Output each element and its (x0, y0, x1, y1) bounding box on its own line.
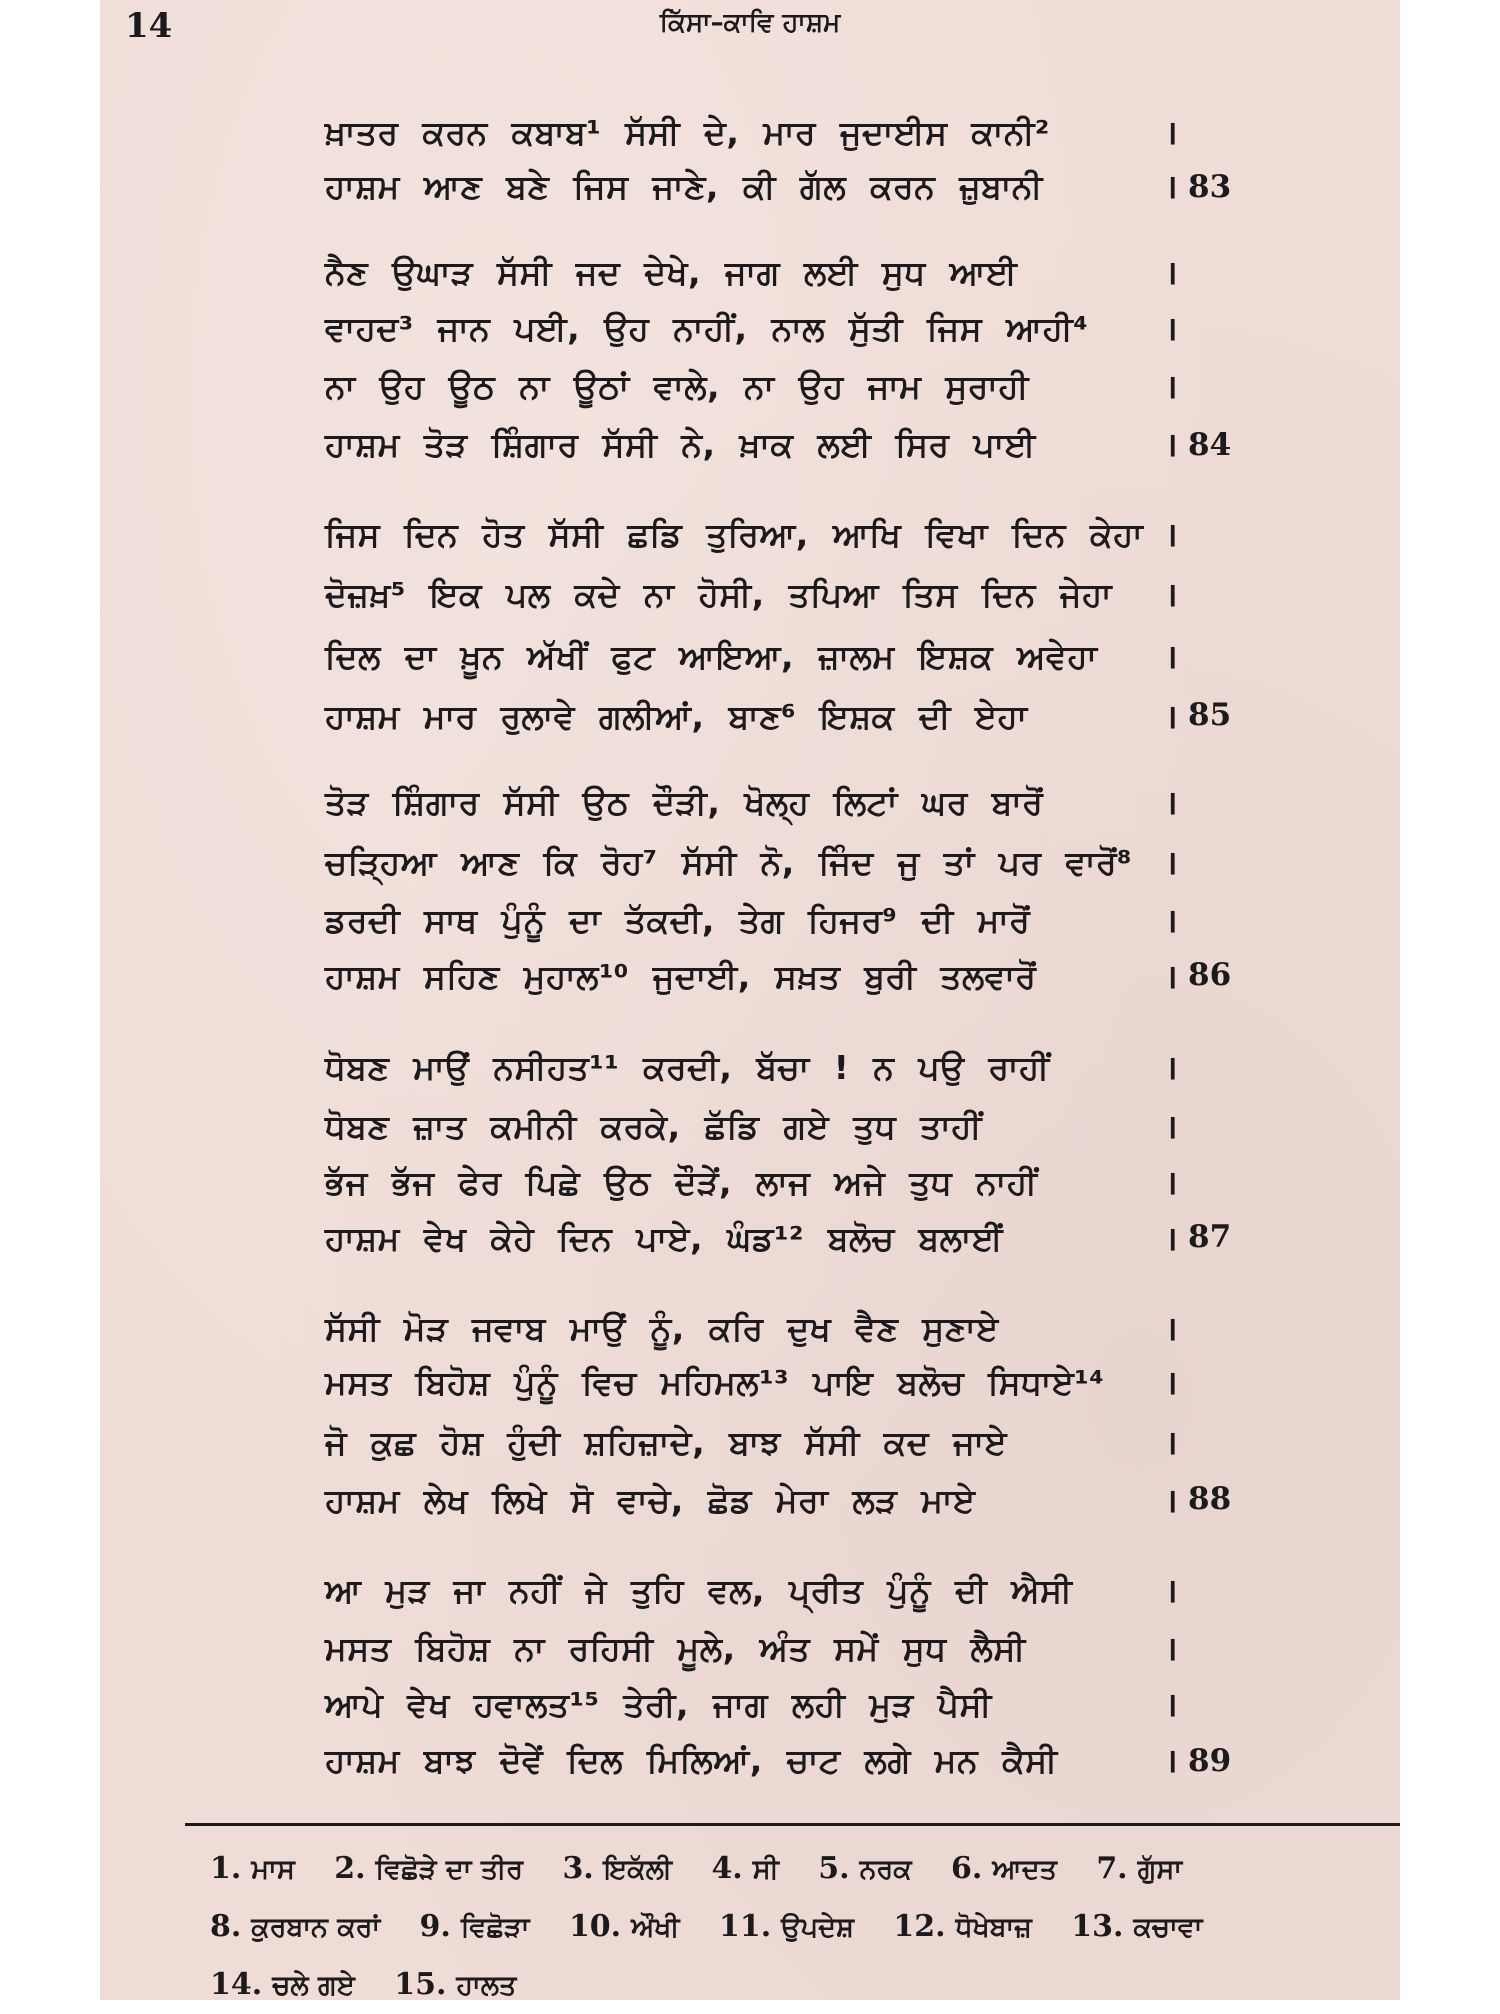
verse-line: ਜਿਸ ਦਿਨ ਹੋਤ ਸੱਸੀ ਛਡਿ ਤੁਰਿਆ, ਆਖਿ ਵਿਖਾ ਦਿਨ ਕੇਹਾ । (325, 515, 1179, 554)
verse-line: ਚੜ੍ਹਿਆ ਆਣ ਕਿ ਰੋਹ⁷ ਸੱਸੀ ਨੋ, ਜਿੰਦ ਜੁ ਤਾਂ ਪਰ ਵਾਰੋਂ⁸ । (325, 843, 1179, 882)
verse-line: ਜੋ ਕੁਛ ਹੋਸ਼ ਹੁੰਦੀ ਸ਼ਹਿਜ਼ਾਦੇ, ਬਾਝ ਸੱਸੀ ਕਦ ਜਾਏ । (325, 1423, 1179, 1462)
verse-line: ਹਾਸ਼ਮ ਸਹਿਣ ਮੁਹਾਲ¹⁰ ਜੁਦਾਈ, ਸਖ਼ਤ ਬੁਰੀ ਤਲਵਾਰੋਂ । (325, 957, 1179, 996)
footnote-item: 8. ਕੁਰਬਾਨ ਕਰਾਂ (210, 1909, 381, 1944)
verse-line: ਹਾਸ਼ਮ ਤੋੜ ਸ਼ਿੰਗਾਰ ਸੱਸੀ ਨੇ, ਖ਼ਾਕ ਲਈ ਸਿਰ ਪਾਈ । (325, 425, 1179, 464)
stanza-number: 84 (1188, 427, 1232, 463)
verse-line: ਧੋਬਣ ਜ਼ਾਤ ਕਮੀਨੀ ਕਰਕੇ, ਛੱਡਿ ਗਏ ਤੁਧ ਤਾਹੀਂ । (325, 1107, 1179, 1146)
footnote-item: 9. ਵਿਛੋੜਾ (419, 1909, 530, 1944)
footnote-item: 10. ਔਖੀ (568, 1909, 680, 1944)
footnote-divider (185, 1823, 1400, 1826)
stanza-number: 83 (1188, 169, 1232, 205)
verse-line: ਤੋੜ ਸ਼ਿੰਗਾਰ ਸੱਸੀ ਉਠ ਦੌੜੀ, ਖੋਲ੍ਹ ਲਿਟਾਂ ਘਰ ਬਾਰੋਂ । (325, 783, 1179, 822)
footnote-item: 11. ਉਪਦੇਸ਼ (718, 1909, 854, 1944)
footnote-item: 4. ਸੀ (711, 1851, 779, 1886)
verse-line: ਵਾਹਦ³ ਜਾਨ ਪਈ, ਉਹ ਨਾਹੀਂ, ਨਾਲ ਸੁੱਤੀ ਜਿਸ ਆਹੀ⁴ । (325, 309, 1179, 348)
verse-line: ਹਾਸ਼ਮ ਬਾਝ ਦੋਵੇਂ ਦਿਲ ਮਿਲਿਆਂ, ਚਾਟ ਲਗੇ ਮਨ ਕੈਸੀ । (325, 1741, 1179, 1780)
footnote-item: 15. ਹਾਲਤ (394, 1967, 517, 2002)
verse-line: ਦੋਜ਼ਖ਼⁵ ਇਕ ਪਲ ਕਦੇ ਨਾ ਹੋਸੀ, ਤਪਿਆ ਤਿਸ ਦਿਨ ਜੇਹਾ । (325, 575, 1179, 614)
footnote-item: 13. ਕਚਾਵਾ (1071, 1909, 1203, 1944)
stanza-number: 88 (1188, 1481, 1232, 1517)
verse-line: ਆ ਮੁੜ ਜਾ ਨਹੀਂ ਜੇ ਤੁਹਿ ਵਲ, ਪ੍ਰੀਤ ਪੁੰਨੂੰ ਦੀ ਐਸੀ । (325, 1571, 1179, 1610)
verse-line: ਆਪੇ ਵੇਖ ਹਵਾਲਤ¹⁵ ਤੇਰੀ, ਜਾਗ ਲਹੀ ਮੁੜ ਪੈਸੀ । (325, 1685, 1179, 1724)
footnote-item: 3. ਇਕੱਲੀ (562, 1851, 673, 1886)
verse-line: ਹਾਸ਼ਮ ਮਾਰ ਰੁਲਾਵੇ ਗਲੀਆਂ, ਬਾਣ⁶ ਇਸ਼ਕ ਦੀ ਏਹਾ । (325, 697, 1179, 736)
verse-line: ਸੱਸੀ ਮੋੜ ਜਵਾਬ ਮਾਉਂ ਨੂੰ, ਕਰਿ ਦੁਖ ਵੈਣ ਸੁਣਾਏ । (325, 1309, 1179, 1348)
verse-line: ਹਾਸ਼ਮ ਵੇਖ ਕੇਹੇ ਦਿਨ ਪਾਏ, ਘੰਡ¹² ਬਲੋਚ ਬਲਾਈਂ । (325, 1219, 1179, 1258)
stanza-number: 85 (1188, 697, 1232, 733)
footnote-item: 1. ਮਾਸ (210, 1851, 295, 1886)
stanza-number: 86 (1188, 957, 1232, 993)
page-number: 14 (125, 6, 173, 46)
verse-line: ਮਸਤ ਬਿਹੋਸ਼ ਨਾ ਰਹਿਸੀ ਮੂਲੇ, ਅੰਤ ਸਮੇਂ ਸੁਧ ਲੈਸੀ । (325, 1629, 1179, 1668)
footnote-item: 2. ਵਿਛੋੜੇ ਦਾ ਤੀਰ (334, 1851, 524, 1886)
running-title: ਕਿੱਸਾ–ਕਾਵਿ ਹਾਸ਼ਮ (659, 8, 841, 38)
verse-line: ਭੱਜ ਭੱਜ ਫੇਰ ਪਿਛੇ ਉਠ ਦੌੜੇਂ, ਲਾਜ ਅਜੇ ਤੁਧ ਨਾਹੀਂ । (325, 1163, 1179, 1202)
verse-line: ਮਸਤ ਬਿਹੋਸ਼ ਪੁੰਨੂੰ ਵਿਚ ਮਹਿਮਲ¹³ ਪਾਇ ਬਲੋਚ ਸਿਧਾਏ¹⁴ । (325, 1363, 1179, 1402)
footnote-item: 5. ਨਰਕ (818, 1851, 912, 1886)
stanza-number: 87 (1188, 1219, 1232, 1255)
verse-line: ਨੈਣ ਉਘਾੜ ਸੱਸੀ ਜਦ ਦੇਖੇ, ਜਾਗ ਲਈ ਸੁਧ ਆਈ । (325, 253, 1179, 292)
footnote-item: 14. ਚਲੇ ਗਏ (210, 1967, 355, 2002)
verse-line: ਧੋਬਣ ਮਾਉਂ ਨਸੀਹਤ¹¹ ਕਰਦੀ, ਬੱਚਾ ! ਨ ਪਉ ਰਾਹੀਂ । (325, 1048, 1179, 1087)
verse-line: ਡਰਦੀ ਸਾਥ ਪੁੰਨੂੰ ਦਾ ਤੱਕਦੀ, ਤੇਗ ਹਿਜਰ⁹ ਦੀ ਮਾਰੋਂ । (325, 901, 1179, 940)
footnotes (210, 1840, 1390, 2014)
verse-line: ਦਿਲ ਦਾ ਖ਼ੂਨ ਅੱਖੀਂ ਫੁਟ ਆਇਆ, ਜ਼ਾਲਮ ਇਸ਼ਕ ਅਵੇਹਾ । (325, 637, 1179, 676)
footnote-item: 12. ਧੋਖੇਬਾਜ਼ (893, 1909, 1032, 1944)
footnote-item: 7. ਗੁੱਸਾ (1096, 1851, 1183, 1886)
verse-line: ਨਾ ਉਹ ਊਠ ਨਾ ਊਠਾਂ ਵਾਲੇ, ਨਾ ਉਹ ਜਾਮ ਸੁਰਾਹੀ । (325, 367, 1179, 406)
verse-line: ਹਾਸ਼ਮ ਆਣ ਬਣੇ ਜਿਸ ਜਾਣੇ, ਕੀ ਗੱਲ ਕਰਨ ਜ਼ੁਬਾਨੀ । (325, 167, 1179, 206)
stanza-number: 89 (1188, 1743, 1232, 1779)
verse-line: ਹਾਸ਼ਮ ਲੇਖ ਲਿਖੇ ਸੋ ਵਾਚੇ, ਛੋਡ ਮੇਰਾ ਲੜ ਮਾਏ । (325, 1481, 1179, 1520)
verse-line: ਖ਼ਾਤਰ ਕਰਨ ਕਬਾਬ¹ ਸੱਸੀ ਦੇ, ਮਾਰ ਜੁਦਾਈਸ ਕਾਨੀ² । (325, 113, 1179, 152)
footnote-item: 6. ਆਦਤ (951, 1851, 1057, 1886)
